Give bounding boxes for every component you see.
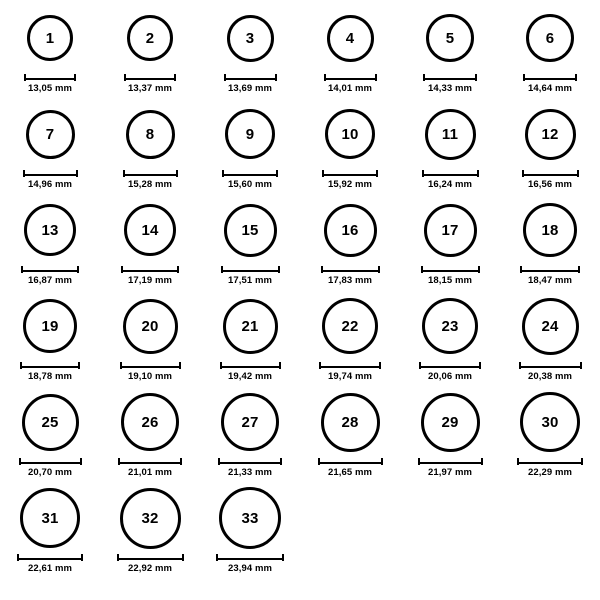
dimension-line-icon <box>221 266 280 273</box>
ring-size-number: 13 <box>41 221 59 239</box>
ring-diameter-label: 18,15 mm <box>427 275 473 286</box>
dimension-annotation <box>216 554 284 574</box>
ring-circle-icon <box>22 394 79 451</box>
ring-circle-wrap <box>421 390 480 454</box>
ring-circle-wrap <box>520 390 580 454</box>
ring-circle-icon <box>327 15 374 62</box>
dimension-annotation <box>321 266 380 286</box>
ring-size-cell <box>200 390 300 486</box>
ring-size-number: 19 <box>41 317 59 335</box>
ring-circle-icon <box>219 487 281 549</box>
ring-diameter-label: 22,92 mm <box>127 563 173 574</box>
ring-size-cell <box>300 6 400 102</box>
ring-circle-wrap <box>424 198 477 262</box>
ring-circle-icon <box>526 14 574 62</box>
dimension-line-icon <box>319 362 381 369</box>
ring-diameter-label: 23,94 mm <box>227 563 273 574</box>
ring-size-number: 20 <box>141 317 159 335</box>
dimension-annotation <box>23 170 78 190</box>
ring-size-number: 4 <box>345 29 355 47</box>
dimension-annotation <box>221 266 280 286</box>
ring-size-cell <box>400 102 500 198</box>
ring-size-number: 15 <box>241 221 259 239</box>
ring-size-cell <box>100 198 200 294</box>
ring-size-cell <box>200 486 300 582</box>
dimension-line-icon <box>216 554 284 561</box>
ring-circle-wrap <box>324 198 377 262</box>
ring-size-cell <box>500 294 600 390</box>
dimension-annotation <box>21 266 79 286</box>
ring-circle-wrap <box>23 294 77 358</box>
ring-size-cell <box>100 6 200 102</box>
dimension-annotation <box>517 458 583 478</box>
ring-size-number: 10 <box>341 125 359 143</box>
ring-circle-wrap <box>327 6 374 70</box>
ring-circle-icon <box>425 109 476 160</box>
ring-diameter-label: 21,97 mm <box>427 467 473 478</box>
ring-diameter-label: 18,47 mm <box>527 275 573 286</box>
ring-circle-icon <box>24 204 76 256</box>
ring-size-number: 2 <box>145 29 155 47</box>
ring-circle-wrap <box>224 198 277 262</box>
ring-diameter-label: 21,01 mm <box>127 467 173 478</box>
dimension-annotation <box>519 362 582 382</box>
ring-diameter-label: 16,87 mm <box>27 275 73 286</box>
dimension-annotation <box>421 266 480 286</box>
dimension-line-icon <box>120 362 181 369</box>
dimension-annotation <box>422 170 479 190</box>
ring-size-number: 23 <box>441 317 459 335</box>
dimension-line-icon <box>20 362 80 369</box>
ring-circle-wrap <box>121 390 179 454</box>
dimension-annotation <box>121 266 179 286</box>
ring-size-cell <box>300 198 400 294</box>
ring-circle-wrap <box>322 294 378 358</box>
ring-circle-wrap <box>219 486 281 550</box>
dimension-line-icon <box>421 266 480 273</box>
dimension-line-icon <box>118 458 182 465</box>
ring-size-number: 29 <box>441 413 459 431</box>
ring-circle-wrap <box>20 486 80 550</box>
ring-diameter-label: 20,38 mm <box>527 371 573 382</box>
ring-circle-icon <box>121 393 179 451</box>
dimension-annotation <box>218 458 282 478</box>
ring-size-cell <box>500 390 600 486</box>
ring-size-cell <box>0 198 100 294</box>
ring-size-number: 25 <box>41 413 59 431</box>
ring-diameter-label: 17,83 mm <box>327 275 373 286</box>
ring-size-number: 18 <box>541 221 559 239</box>
ring-size-cell <box>300 102 400 198</box>
dimension-line-icon <box>423 74 477 81</box>
ring-circle-icon <box>127 15 173 61</box>
dimension-line-icon <box>17 554 83 561</box>
ring-diameter-label: 14,01 mm <box>327 83 373 94</box>
ring-circle-wrap <box>522 294 579 358</box>
dimension-line-icon <box>23 170 78 177</box>
ring-circle-wrap <box>223 294 278 358</box>
ring-size-number: 17 <box>441 221 459 239</box>
ring-circle-wrap <box>120 486 181 550</box>
dimension-annotation <box>523 74 577 94</box>
dimension-annotation <box>120 362 181 382</box>
ring-circle-icon <box>421 393 480 452</box>
ring-size-cell <box>0 390 100 486</box>
ring-circle-wrap <box>426 6 474 70</box>
ring-size-cell <box>300 294 400 390</box>
ring-circle-icon <box>523 203 577 257</box>
ring-circle-wrap <box>325 102 375 166</box>
ring-diameter-label: 14,64 mm <box>527 83 573 94</box>
ring-size-cell <box>400 390 500 486</box>
dimension-line-icon <box>124 74 176 81</box>
ring-size-number: 33 <box>241 509 259 527</box>
ring-diameter-label: 16,24 mm <box>427 179 473 190</box>
dimension-line-icon <box>324 74 377 81</box>
ring-size-number: 3 <box>245 29 255 47</box>
ring-circle-icon <box>325 109 375 159</box>
ring-size-cell <box>400 198 500 294</box>
ring-circle-icon <box>221 393 279 451</box>
ring-size-number: 7 <box>45 125 55 143</box>
ring-circle-icon <box>322 298 378 354</box>
ring-circle-wrap <box>124 198 176 262</box>
ring-size-number: 14 <box>141 221 159 239</box>
dimension-line-icon <box>520 266 580 273</box>
ring-circle-wrap <box>525 102 576 166</box>
ring-circle-icon <box>126 110 175 159</box>
dimension-annotation <box>224 74 277 94</box>
dimension-annotation <box>318 458 383 478</box>
ring-circle-icon <box>20 488 80 548</box>
ring-size-cell <box>200 198 300 294</box>
ring-diameter-label: 17,19 mm <box>127 275 173 286</box>
ring-size-cell <box>0 6 100 102</box>
dimension-line-icon <box>519 362 582 369</box>
ring-diameter-label: 19,74 mm <box>327 371 373 382</box>
ring-size-cell <box>0 294 100 390</box>
dimension-annotation <box>423 74 477 94</box>
ring-circle-wrap <box>425 102 476 166</box>
ring-circle-icon <box>120 488 181 549</box>
dimension-annotation <box>418 458 483 478</box>
ring-size-number: 26 <box>141 413 159 431</box>
dimension-line-icon <box>218 458 282 465</box>
ring-circle-icon <box>223 299 278 354</box>
ring-circle-wrap <box>24 198 76 262</box>
ring-diameter-label: 19,10 mm <box>127 371 173 382</box>
ring-diameter-label: 20,70 mm <box>27 467 73 478</box>
ring-diameter-label: 13,69 mm <box>227 83 273 94</box>
ring-size-cell <box>200 294 300 390</box>
ring-diameter-label: 18,78 mm <box>27 371 73 382</box>
ring-size-number: 30 <box>541 413 559 431</box>
dimension-line-icon <box>318 458 383 465</box>
ring-diameter-label: 22,61 mm <box>27 563 73 574</box>
ring-diameter-label: 13,05 mm <box>27 83 73 94</box>
dimension-annotation <box>123 170 178 190</box>
ring-circle-icon <box>321 393 380 452</box>
ring-circle-wrap <box>22 390 79 454</box>
ring-circle-wrap <box>225 102 275 166</box>
ring-size-number: 28 <box>341 413 359 431</box>
ring-diameter-label: 16,56 mm <box>527 179 573 190</box>
ring-circle-icon <box>422 298 478 354</box>
ring-circle-icon <box>426 14 474 62</box>
ring-circle-icon <box>525 109 576 160</box>
ring-diameter-label: 22,29 mm <box>527 467 573 478</box>
dimension-annotation <box>319 362 381 382</box>
ring-size-number: 9 <box>245 125 255 143</box>
ring-size-number: 6 <box>545 29 555 47</box>
ring-size-cell <box>300 390 400 486</box>
dimension-annotation <box>322 170 378 190</box>
dimension-annotation <box>124 74 176 94</box>
ring-circle-wrap <box>526 6 574 70</box>
dimension-line-icon <box>523 74 577 81</box>
ring-circle-wrap <box>227 6 274 70</box>
ring-circle-icon <box>522 298 579 355</box>
ring-diameter-label: 13,37 mm <box>127 83 173 94</box>
ring-circle-icon <box>124 204 176 256</box>
ring-circle-icon <box>520 392 580 452</box>
ring-size-cell <box>100 390 200 486</box>
ring-size-number: 32 <box>141 509 159 527</box>
ring-diameter-label: 15,60 mm <box>227 179 273 190</box>
ring-size-number: 1 <box>45 29 55 47</box>
ring-size-cell <box>100 294 200 390</box>
dimension-line-icon <box>422 170 479 177</box>
ring-size-cell <box>500 6 600 102</box>
ring-circle-icon <box>424 204 477 257</box>
dimension-line-icon <box>121 266 179 273</box>
ring-size-number: 27 <box>241 413 259 431</box>
ring-size-number: 5 <box>445 29 455 47</box>
ring-diameter-label: 19,42 mm <box>227 371 273 382</box>
ring-circle-wrap <box>126 102 175 166</box>
dimension-annotation <box>20 362 80 382</box>
ring-size-cell <box>0 102 100 198</box>
ring-circle-icon <box>26 110 75 159</box>
dimension-line-icon <box>24 74 76 81</box>
dimension-annotation <box>24 74 76 94</box>
dimension-line-icon <box>321 266 380 273</box>
ring-size-number: 8 <box>145 125 155 143</box>
dimension-line-icon <box>123 170 178 177</box>
dimension-annotation <box>117 554 184 574</box>
ring-circle-wrap <box>321 390 380 454</box>
ring-circle-icon <box>227 15 274 62</box>
dimension-line-icon <box>222 170 278 177</box>
ring-circle-icon <box>225 109 275 159</box>
ring-size-cell <box>100 102 200 198</box>
dimension-annotation <box>222 170 278 190</box>
ring-diameter-label: 21,65 mm <box>327 467 373 478</box>
ring-circle-wrap <box>523 198 577 262</box>
ring-size-number: 31 <box>41 509 59 527</box>
ring-size-cell <box>400 6 500 102</box>
dimension-line-icon <box>220 362 281 369</box>
ring-size-cell <box>0 486 100 582</box>
ring-circle-icon <box>224 204 277 257</box>
dimension-annotation <box>419 362 481 382</box>
ring-circle-icon <box>27 15 73 61</box>
ring-circle-icon <box>23 299 77 353</box>
ring-size-cell <box>200 6 300 102</box>
ring-size-cell <box>400 294 500 390</box>
ring-size-number: 21 <box>241 317 259 335</box>
ring-size-cell <box>500 102 600 198</box>
dimension-annotation <box>17 554 83 574</box>
ring-diameter-label: 17,51 mm <box>227 275 273 286</box>
ring-diameter-label: 20,06 mm <box>427 371 473 382</box>
ring-circle-icon <box>123 299 178 354</box>
ring-size-cell <box>200 102 300 198</box>
dimension-line-icon <box>517 458 583 465</box>
ring-size-number: 22 <box>341 317 359 335</box>
ring-diameter-label: 15,28 mm <box>127 179 173 190</box>
dimension-line-icon <box>224 74 277 81</box>
dimension-annotation <box>520 266 580 286</box>
ring-size-cell <box>100 486 200 582</box>
ring-circle-wrap <box>27 6 73 70</box>
ring-size-cell <box>500 198 600 294</box>
dimension-line-icon <box>419 362 481 369</box>
ring-size-number: 12 <box>541 125 559 143</box>
dimension-annotation <box>324 74 377 94</box>
ring-circle-wrap <box>26 102 75 166</box>
ring-circle-icon <box>324 204 377 257</box>
ring-size-number: 16 <box>341 221 359 239</box>
ring-diameter-label: 14,33 mm <box>427 83 473 94</box>
ring-circle-wrap <box>123 294 178 358</box>
dimension-annotation <box>220 362 281 382</box>
dimension-annotation <box>118 458 182 478</box>
dimension-line-icon <box>322 170 378 177</box>
dimension-line-icon <box>418 458 483 465</box>
dimension-line-icon <box>19 458 82 465</box>
ring-circle-wrap <box>221 390 279 454</box>
ring-size-number: 24 <box>541 317 559 335</box>
dimension-annotation <box>19 458 82 478</box>
ring-circle-wrap <box>127 6 173 70</box>
ring-diameter-label: 14,96 mm <box>27 179 73 190</box>
dimension-line-icon <box>522 170 579 177</box>
ring-diameter-label: 21,33 mm <box>227 467 273 478</box>
ring-diameter-label: 15,92 mm <box>327 179 373 190</box>
ring-size-number: 11 <box>441 125 459 143</box>
dimension-line-icon <box>117 554 184 561</box>
dimension-line-icon <box>21 266 79 273</box>
dimension-annotation <box>522 170 579 190</box>
ring-circle-wrap <box>422 294 478 358</box>
